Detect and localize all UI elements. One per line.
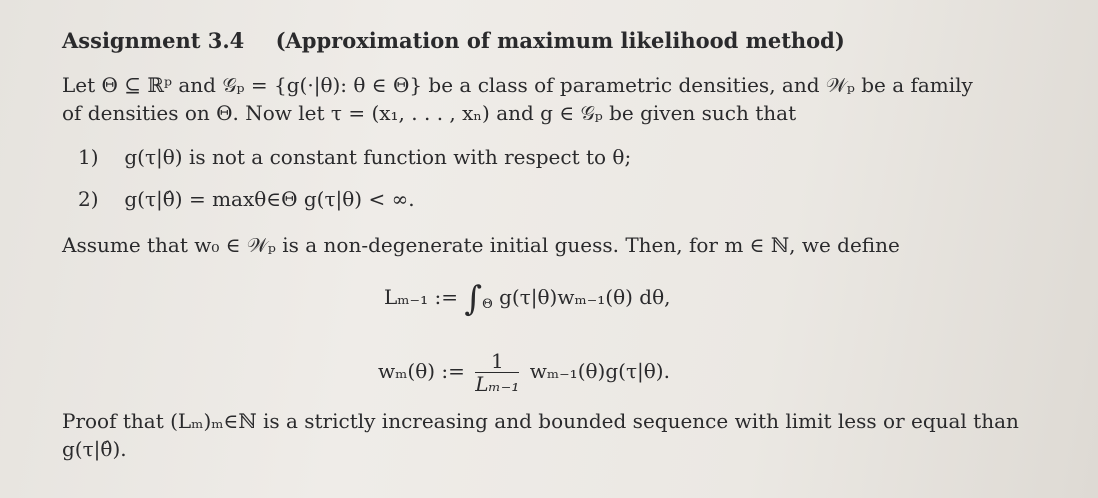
condition-text: g(τ|θ̂) = maxθ∈Θ g(τ|θ) < ∞. xyxy=(124,187,415,211)
proof-line-1: Proof that (Lₘ)ₘ∈ℕ is a strictly increasing and bounded sequence with limit less or equal than xyxy=(62,409,1019,433)
equation-lhs: Lₘ₋₁ := xyxy=(384,285,458,309)
condition-item-1 xyxy=(78,144,631,170)
equation-rhs: wₘ₋₁(θ)g(τ|θ). xyxy=(529,359,670,383)
paragraph-line-1: Let Θ ⊆ ℝᵖ and 𝒢ₚ = {g(·|θ): θ ∈ Θ} be a class of parametric densities, and 𝒲ₚ be a family xyxy=(62,73,973,97)
fraction xyxy=(475,350,519,395)
condition-text: g(τ|θ) is not a constant function with respect to θ; xyxy=(124,145,632,169)
assignment-number: Assignment 3.4 xyxy=(62,28,245,53)
fraction-numerator: 1 xyxy=(475,350,519,373)
fraction-denominator: Lₘ₋₁ xyxy=(475,372,520,396)
equation-lhs: wₘ(θ) := xyxy=(378,359,465,383)
condition-number: 1) xyxy=(78,145,99,169)
integral-sign: ∫ xyxy=(464,279,483,319)
paragraph-line-2: of densities on Θ. Now let τ = (x₁, . . . , xₙ) and g ∈ 𝒢ₚ be given such that xyxy=(62,101,797,125)
assignment-title: (Approximation of maximum likelihood method) xyxy=(275,28,845,53)
condition-item-2 xyxy=(78,186,415,212)
equation-normalizer xyxy=(384,279,671,319)
equation-rhs: g(τ|θ)wₘ₋₁(θ) dθ, xyxy=(499,285,671,309)
equation-update xyxy=(378,350,670,395)
integral-domain: Θ xyxy=(482,297,493,312)
condition-number: 2) xyxy=(78,187,99,211)
proof-line-2: g(τ|θ̂). xyxy=(62,437,127,461)
paragraph-line-3: Assume that w₀ ∈ 𝒲ₚ is a non-degenerate initial guess. Then, for m ∈ ℕ, we define xyxy=(62,233,900,257)
assignment-heading xyxy=(62,28,845,54)
